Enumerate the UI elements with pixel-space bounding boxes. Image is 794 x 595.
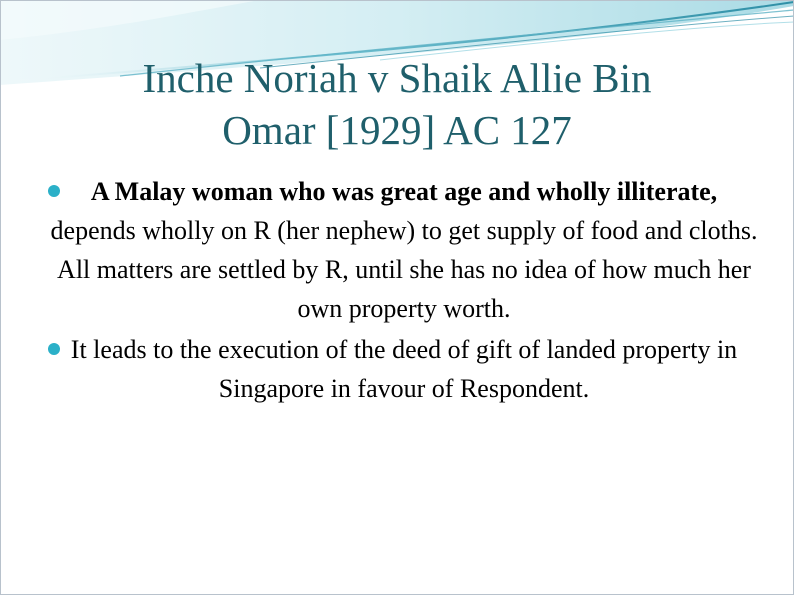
- slide-title: [0, 52, 794, 156]
- bullet-icon: [48, 185, 60, 197]
- bullet-1-bold-text: A Malay woman who was great age and wholly illiterate,: [90, 177, 718, 206]
- bullet-item-2: [48, 330, 760, 408]
- bullet-item-1: [48, 172, 760, 328]
- title-line-2: Omar [1929] AC 127: [222, 107, 572, 153]
- bullet-1-text: depends wholly on R (her nephew) to get supply of food and cloths. All matters are settled by R, until she has no idea of how much her own property worth.: [50, 216, 758, 323]
- bullet-list: [48, 172, 760, 408]
- bullet-2-text: It leads to the execution of the deed of gift of landed property in Singapore in favour of Respondent.: [70, 335, 738, 403]
- title-line-1: Inche Noriah v Shaik Allie Bin: [142, 55, 652, 101]
- bullet-icon: [48, 343, 60, 355]
